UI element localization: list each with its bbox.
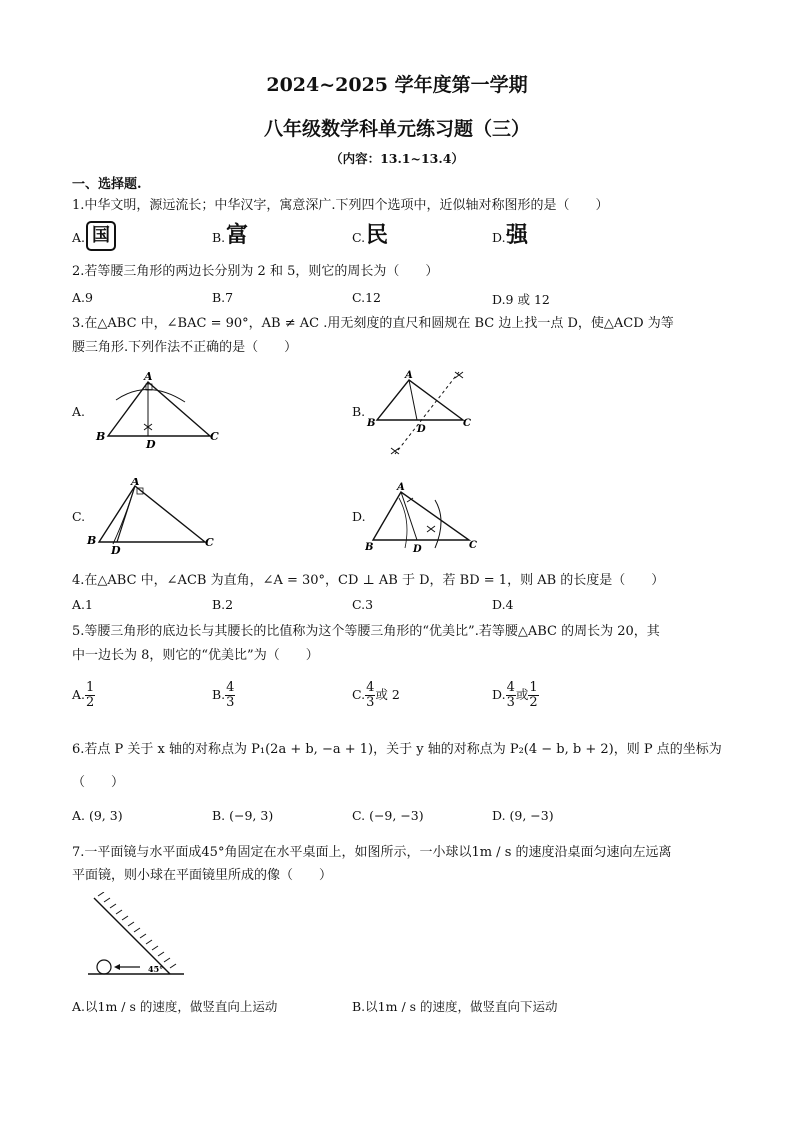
section-heading: 一、选择题.	[72, 177, 142, 192]
q3-option-c: C.	[72, 509, 86, 524]
q5-option-b: B. $\frac{4}{3}$	[212, 680, 235, 710]
fig-d-label-b: B	[365, 542, 374, 553]
fig-c-label-b: B	[87, 534, 97, 547]
question-6-text-line2: （ ）	[72, 775, 125, 790]
fig-b-label-a: A	[405, 370, 413, 381]
fig-b-label-c: C	[463, 418, 471, 429]
question-1-text: 1.中华文明，源远流长；中华汉字，寓意深广.下列四个选项中，近似轴对称图形的是（ ）	[72, 198, 609, 213]
fig-a-label-d: D	[146, 438, 156, 450]
q7-mirror-figure	[84, 892, 194, 984]
q1-char-min-icon: 民	[366, 223, 389, 248]
fig-b-label-b: B	[367, 418, 376, 429]
exam-title: 八年级数学科单元练习题（三）	[263, 118, 530, 140]
q4-option-a: A.1	[72, 597, 93, 612]
q1-char-fu-icon: 富	[226, 223, 249, 248]
q6-option-a: A. (9, 3)	[72, 808, 123, 823]
question-4-text: 4.在△ABC 中，∠ACB 为直角，∠A = 30°，CD ⊥ AB 于 D，若 BD = 1，则 AB 的长度是（ ）	[72, 573, 665, 588]
q2-option-d: D.9 或 12	[492, 292, 550, 307]
question-5-text-line1: 5.等腰三角形的底边长与其腰长的比值称为这个等腰三角形的“优美比”.若等腰△ABC 的周长为 20，其	[72, 624, 660, 639]
fig-b-label-d: D	[417, 424, 426, 435]
q2-option-a: A.9	[72, 290, 93, 305]
question-7-text-line1: 7.一平面镜与水平面成45°角固定在水平桌面上，如图所示，一小球以1m / s 的速度沿桌面匀速向左远离	[72, 845, 672, 860]
q1-option-c: C.	[352, 230, 366, 245]
fig-c-label-a: A	[131, 478, 140, 488]
q2-option-b: B.7	[212, 290, 234, 305]
q3-option-b: B.	[352, 404, 366, 419]
q1-option-d: D.	[492, 230, 506, 245]
fig-d-label-c: C	[469, 540, 477, 551]
fig-c-label-d: D	[111, 544, 121, 557]
q1-option-a: A.	[72, 230, 86, 245]
mirror-angle-label: 45°	[148, 964, 164, 974]
fig-a-label-a: A	[144, 370, 153, 383]
q3-option-d: D.	[352, 509, 366, 524]
fig-d-label-d: D	[413, 544, 422, 555]
q1-char-guo-icon: 国	[86, 221, 116, 251]
q6-option-b: B. (−9, 3)	[212, 808, 274, 823]
q7-option-b: B.以1m / s 的速度，做竖直向下运动	[352, 999, 558, 1014]
q1-option-b: B.	[212, 230, 226, 245]
question-3-text-line1: 3.在△ABC 中，∠BAC = 90°，AB ≠ AC .用无刻度的直尺和圆规在 BC 边上找一点 D，使△ACD 为等	[72, 316, 674, 331]
q5-option-c: C. $\frac{4}{3}$ 或 2	[352, 680, 400, 710]
question-6-text-line1: 6.若点 P 关于 x 轴的对称点为 P₁(2a + b, −a + 1)，关于 y 轴的对称点为 P₂(4 − b, b + 2)，则 P 点的坐标为	[72, 742, 722, 757]
arrow-left-icon	[114, 964, 120, 970]
question-5-text-line2: 中一边长为 8，则它的“优美比”为（ ）	[72, 648, 319, 663]
q3-option-a: A.	[72, 404, 86, 419]
q2-option-c: C.12	[352, 290, 381, 305]
fig-a-label-b: B	[96, 430, 106, 443]
q3-figure-a	[90, 370, 230, 450]
fig-a-label-c: C	[210, 430, 219, 443]
q6-option-c: C. (−9, −3)	[352, 808, 424, 823]
exam-scope: （内容：13.1~13.4）	[330, 151, 464, 166]
question-3-text-line2: 腰三角形.下列作法不正确的是（ ）	[72, 340, 298, 355]
q5-option-a: A. $\frac{1}{2}$	[72, 680, 95, 710]
ball-icon	[97, 960, 111, 974]
q5-option-d: D. $\frac{4}{3}$ 或 $\frac{1}{2}$	[492, 680, 538, 710]
fig-c-label-c: C	[205, 536, 214, 549]
question-7-text-line2: 平面镜，则小球在平面镜里所成的像（ ）	[72, 868, 333, 883]
question-2-text: 2.若等腰三角形的两边长分别为 2 和 5，则它的周长为（ ）	[72, 264, 439, 279]
q7-option-a: A.以1m / s 的速度，做竖直向上运动	[72, 999, 278, 1014]
q6-option-d: D. (9, −3)	[492, 808, 554, 823]
q4-option-d: D.4	[492, 597, 514, 612]
q4-option-c: C.3	[352, 597, 374, 612]
q3-figure-d	[365, 480, 480, 558]
q3-figure-c	[85, 478, 225, 558]
q3-figure-b	[365, 368, 480, 460]
fig-d-label-a: A	[397, 482, 405, 493]
q1-char-qiang-icon: 强	[506, 223, 529, 248]
exam-term-title: 2024~2025 学年度第一学期	[266, 74, 528, 96]
q4-option-b: B.2	[212, 597, 234, 612]
